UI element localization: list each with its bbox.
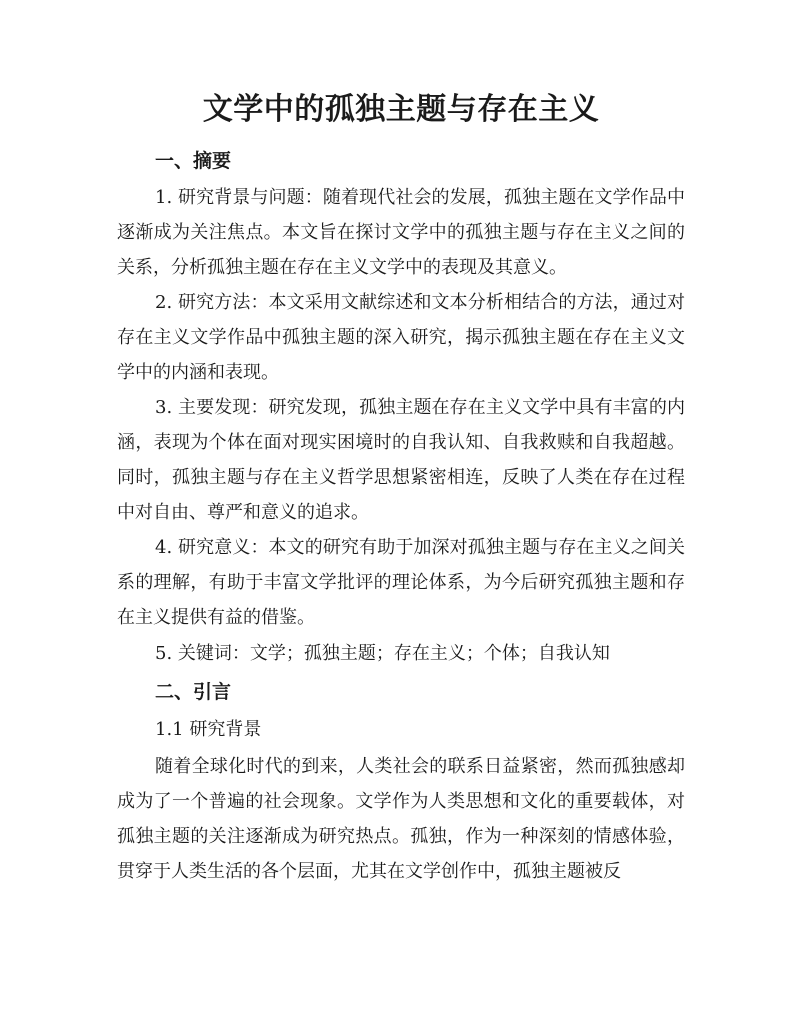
abstract-item-significance: 4. 研究意义：本文的研究有助于加深对孤独主题与存在主义之间关系的理解，有助于丰富文学批评的理论体系，为今后研究孤独主题和存在主义提供有益的借鉴。 [117, 537, 685, 628]
abstract-item-background: 1. 研究背景与问题：随着现代社会的发展，孤独主题在文学作品中逐渐成为关注焦点。本文旨在探讨文学中的孤独主题与存在主义之间的关系，分析孤独主题在存在主义文学中的表现及其意义。 [117, 187, 685, 278]
subsection-heading-background: 1.1 研究背景 [155, 719, 262, 740]
introduction-paragraph: 随着全球化时代的到来，人类社会的联系日益紧密，然而孤独感却成为了一个普遍的社会现象。文学作为人类思想和文化的重要载体，对孤独主题的关注逐渐成为研究热点。孤独，作为一种深刻的情感体验，贯穿于人类生活的各个层面，尤其在文学创作中，孤独主题被反 [117, 756, 685, 882]
section-heading-abstract: 一、摘要 [155, 150, 232, 172]
document-title: 文学中的孤独主题与存在主义 [202, 92, 600, 127]
abstract-keywords: 5. 关键词：文学；孤独主题；存在主义；个体；自我认知 [155, 643, 610, 664]
abstract-item-method: 2. 研究方法：本文采用文献综述和文本分析相结合的方法，通过对存在主义文学作品中孤独主题的深入研究，揭示孤独主题在存在主义文学中的内涵和表现。 [117, 292, 685, 383]
document-page [117, 88, 685, 889]
section-heading-introduction: 二、引言 [155, 681, 232, 703]
abstract-item-findings: 3. 主要发现：研究发现，孤独主题在存在主义文学中具有丰富的内涵，表现为个体在面对现实困境时的自我认知、自我救赎和自我超越。同时，孤独主题与存在主义哲学思想紧密相连，反映了人类在存在过程中对自由、尊严和意义的追求。 [117, 397, 685, 523]
